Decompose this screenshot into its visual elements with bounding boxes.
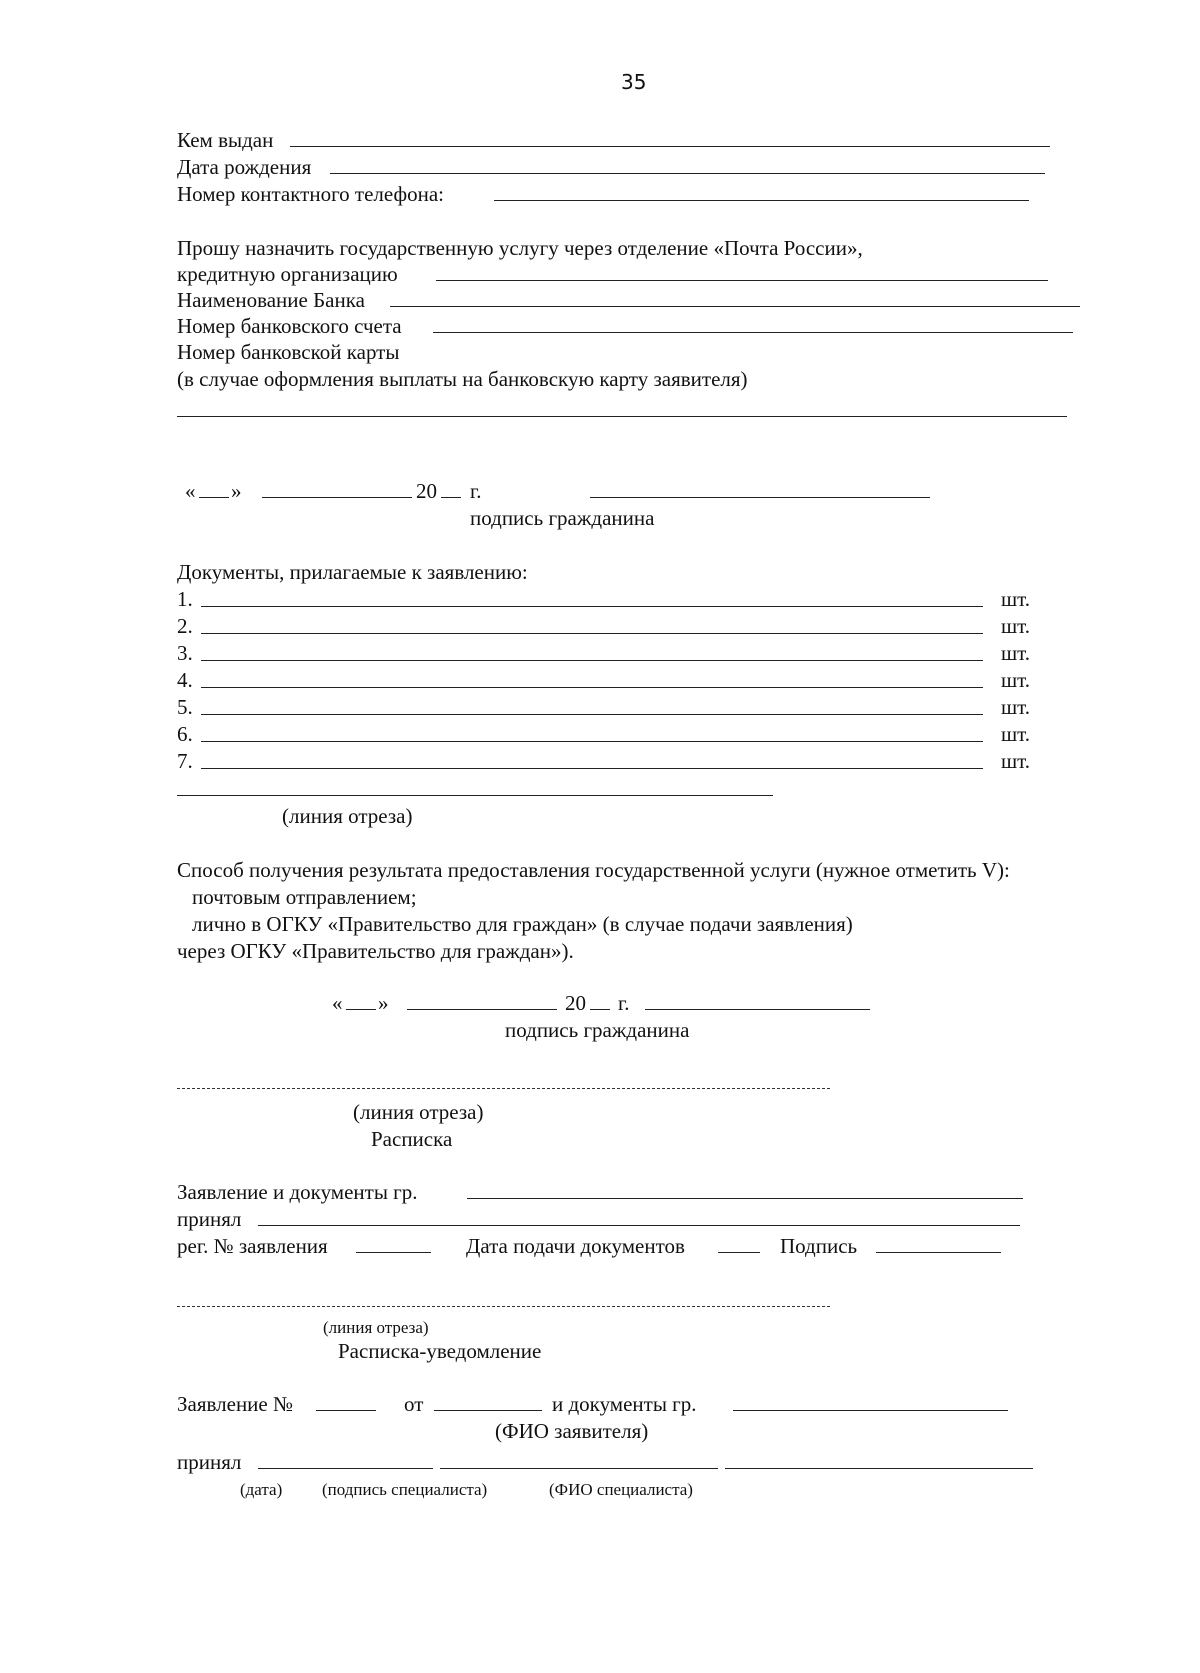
application-number-label: Заявление № [177,1392,294,1416]
attachment-number: 3. [177,641,193,665]
cut-line-1-label: (линия отреза) [282,804,413,828]
date-quote-open-1: « [185,479,196,503]
fio-caption: (ФИО заявителя) [495,1419,649,1443]
result-method-title: Способ получения результата предоставления государственной услуги (нужное отметить V): [177,858,1010,882]
year-prefix-2: 20 [565,991,586,1015]
attachment-field[interactable] [201,768,983,769]
request-line-2: кредитную организацию [177,262,398,286]
receipt-docs-label: Заявление и документы гр. [177,1180,418,1204]
notification-accepted-label: принял [177,1450,242,1474]
receipt-signature-field[interactable] [876,1252,1001,1253]
year-field-2[interactable] [590,1009,610,1010]
specialist-signature-field[interactable] [440,1468,718,1469]
applicant-fio-field[interactable] [733,1410,1008,1411]
notification-docs-label: и документы гр. [552,1392,697,1416]
receipt-title: Расписка [371,1127,453,1151]
attachment-unit: шт. [1001,641,1031,665]
attachment-unit: шт. [1001,668,1031,692]
signature-field-2[interactable] [645,1009,870,1010]
attachment-number: 5. [177,695,193,719]
page-number: 35 [621,70,647,94]
request-line-1: Прошу назначить государственную услугу через отделение «Почта России», [177,236,863,260]
month-field-1[interactable] [262,497,412,498]
signature-caption-2: подпись гражданина [505,1018,690,1042]
day-field-2[interactable] [346,1009,376,1010]
account-field[interactable] [433,332,1073,333]
attachment-field[interactable] [201,606,983,607]
attachment-unit: шт. [1001,722,1031,746]
birth-date-field[interactable] [330,173,1045,174]
attachment-field[interactable] [201,687,983,688]
signature-specialist-caption: (подпись специалиста) [322,1480,488,1499]
receipt-accepted-field[interactable] [258,1225,1020,1226]
specialist-fio-field[interactable] [725,1468,1033,1469]
credit-org-field[interactable] [436,280,1048,281]
option-personal-line-1[interactable]: лично в ОГКУ «Правительство для граждан» (в случае подачи заявления) [192,912,853,936]
year-suffix-1: г. [470,479,482,503]
cut-line-2 [177,1088,830,1089]
specialist-fio-caption: (ФИО специалиста) [549,1480,693,1499]
account-label: Номер банковского счета [177,314,402,338]
attachment-field[interactable] [201,741,983,742]
attachment-number: 1. [177,587,193,611]
attachment-number: 2. [177,614,193,638]
birth-date-label: Дата рождения [177,155,312,179]
card-note: (в случае оформления выплаты на банковскую карту заявителя) [177,367,748,391]
option-personal-line-2: через ОГКУ «Правительство для граждан»). [177,939,574,963]
notification-title: Расписка-уведомление [338,1339,542,1363]
receipt-signature-label: Подпись [780,1234,858,1258]
attachment-number: 6. [177,722,193,746]
cut-line-3-label: (линия отреза) [323,1318,429,1337]
reg-number-field[interactable] [356,1252,431,1253]
attachment-field[interactable] [201,633,983,634]
submit-date-field[interactable] [718,1252,760,1253]
cut-line-1 [177,795,773,796]
option-mail[interactable]: почтовым отправлением; [192,885,417,909]
attachment-number: 7. [177,749,193,773]
card-label: Номер банковской карты [177,340,400,364]
date-quote-close-2: » [378,991,389,1015]
reg-number-label: рег. № заявления [177,1234,328,1258]
year-field-1[interactable] [441,497,461,498]
receipt-docs-field[interactable] [467,1198,1023,1199]
attachment-field[interactable] [201,714,983,715]
signature-caption-1: подпись гражданина [470,506,655,530]
issued-by-field[interactable] [290,146,1050,147]
attachment-unit: шт. [1001,614,1031,638]
date-quote-open-2: « [332,991,343,1015]
card-number-field[interactable] [177,416,1067,417]
signature-field-1[interactable] [590,497,930,498]
issued-by-label: Кем выдан [177,128,274,152]
cut-line-3 [177,1306,830,1307]
phone-label: Номер контактного телефона: [177,182,444,206]
phone-field[interactable] [494,200,1029,201]
application-number-field[interactable] [316,1410,376,1411]
bank-name-field[interactable] [390,306,1080,307]
attachment-number: 4. [177,668,193,692]
from-label: от [404,1392,424,1416]
attachment-unit: шт. [1001,749,1031,773]
bank-name-label: Наименование Банка [177,288,365,312]
year-prefix-1: 20 [416,479,437,503]
attachment-field[interactable] [201,660,983,661]
attachment-unit: шт. [1001,695,1031,719]
date-quote-close-1: » [231,479,242,503]
accepted-date-field[interactable] [258,1468,433,1469]
year-suffix-2: г. [618,991,630,1015]
month-field-2[interactable] [407,1009,557,1010]
date-caption: (дата) [240,1480,283,1499]
submit-date-label: Дата подачи документов [466,1234,685,1258]
day-field-1[interactable] [199,497,229,498]
attachment-unit: шт. [1001,587,1031,611]
receipt-accepted-label: принял [177,1207,242,1231]
attachments-title: Документы, прилагаемые к заявлению: [177,560,528,584]
application-date-field[interactable] [434,1410,542,1411]
cut-line-2-label: (линия отреза) [353,1100,484,1124]
